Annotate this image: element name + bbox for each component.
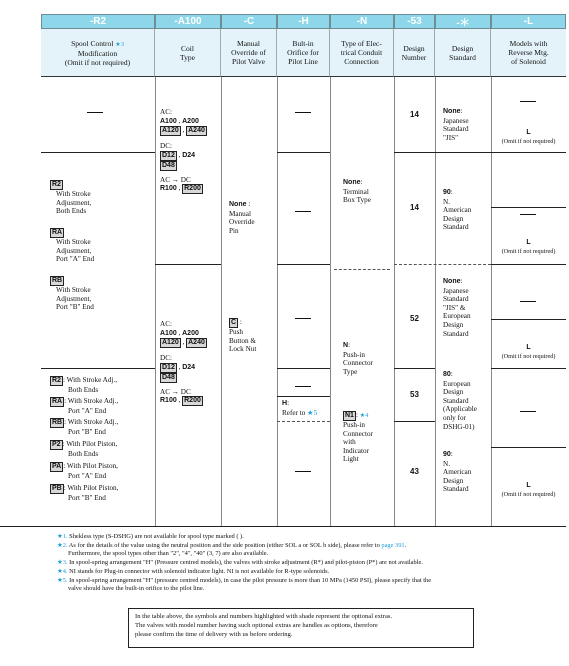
standard-none-jis: None: Japanese Standard "JIS"	[443, 107, 469, 142]
page-link[interactable]: page 391	[381, 542, 405, 549]
spool-option-ra-short: RA : With Stroke Adj., Port "A" End	[52, 397, 119, 415]
col-label-spool: Spool Control ★3 Modification (Omit if not required)	[41, 29, 155, 77]
none-dash	[295, 107, 311, 116]
spool-option-rb-short: RB : With Stroke Adj., Port "B" End	[52, 418, 119, 436]
grid-line	[491, 368, 566, 369]
col-header-standard: -＊	[435, 14, 491, 29]
note-2: ★2. As for the details of the value using the neutral position and the side position (either SOL a or SOL b side), please refer to page 391.	[57, 542, 407, 549]
grid-line	[330, 77, 331, 526]
grid-line	[41, 368, 155, 369]
design-number: 52	[410, 314, 419, 323]
col-header-coil: -A100	[155, 14, 221, 29]
spool-option-r2: R2 With Stroke Adjustment, Both Ends	[52, 181, 92, 216]
reverse-l: L (Omit if not required)	[501, 239, 556, 255]
grid-line	[491, 264, 566, 265]
col-header-override: -C	[221, 14, 277, 29]
none-dash	[295, 313, 311, 322]
note-5: ★5. In spool-spring arrangement "H" (pressure centred models), in case the pilot pressure is more than 10 MPa (1450 PSI), please specify that the	[57, 577, 432, 584]
col-header-reverse: -L	[491, 14, 566, 29]
grid-line	[491, 207, 566, 208]
coil-group-1: AC: A100 , A200 A120 , A240 DC: D12 , D24 D48 AC → DC R100 , R200	[160, 108, 205, 193]
conduit-n1: N1 : ★4 Push-in Connector with Indicator Light	[343, 411, 373, 464]
grid-line	[41, 152, 155, 153]
none-dash	[520, 209, 536, 218]
grid-line	[394, 368, 435, 369]
col-label-standard: Design Standard	[435, 29, 491, 77]
orifice-h: H: Refer to ★5	[282, 399, 318, 417]
override-none: None : Manual Override Pin	[229, 200, 255, 235]
col-label-reverse: Models with Reverse Mtg. of Solenoid	[491, 29, 566, 77]
coil-group-2: AC: A100 , A200 A120 , A240 DC: D12 , D24 D48 AC → DC R100 , R200	[160, 320, 205, 405]
conduit-none: None: Terminal Box Type	[343, 178, 371, 205]
design-number: 14	[410, 110, 419, 119]
reverse-l: L (Omit if not required)	[501, 344, 556, 360]
col-label-coil: Coil Type	[155, 29, 221, 77]
col-label-design-number: Design Number	[394, 29, 435, 77]
col-header-conduit: -N	[330, 14, 394, 29]
spool-option-ra: RA With Stroke Adjustment, Port "A" End	[52, 229, 95, 264]
none-dash	[87, 107, 103, 116]
note-1: ★1. Shekless type (S-DSHG) are not available for spool type marked ( ).	[57, 533, 244, 540]
grid-line	[221, 77, 222, 526]
grid-line	[277, 264, 330, 265]
grid-line	[277, 77, 278, 526]
reverse-l: L (Omit if not required)	[501, 482, 556, 498]
none-dash	[295, 206, 311, 215]
note-3: ★3. In spool-spring arrangement "H" (Pressure centred models), the valves with stroke adjustment (R*) and pilot-piston (P*) are not available.	[57, 559, 423, 566]
override-c: C : Push Button & Lock Nut	[229, 318, 257, 354]
standard-90: 90: N. American Design Standard	[443, 188, 472, 232]
design-number: 53	[410, 390, 419, 399]
spool-option-pa: PA : With Pilot Piston, Port "A" End	[52, 462, 118, 480]
spool-option-r2-short: R2 : With Stroke Adj., Both Ends	[52, 376, 118, 394]
note-2-cont: Furthermore, the spool types other than "2", "4", "40" (3, 7) are also available.	[68, 550, 269, 557]
col-header-spool: -R2	[41, 14, 155, 29]
grid-line	[394, 77, 395, 526]
none-dash	[295, 466, 311, 475]
none-dash	[295, 381, 311, 390]
grid-line	[155, 77, 156, 526]
note-4: ★4. NI stands for Plug-in connector with solenoid indicator light. NI is not available for R-type solenoids.	[57, 568, 330, 575]
grid-line	[277, 396, 330, 397]
optional-extras-box: In the table above, the symbols and numbers highlighted with shade represent the optional extras. The valves with model number having such optional extras are handles as options, therefore please confirm the time of delivery with us before ordering.	[128, 608, 474, 648]
col-label-orifice: Bult-in Orifice for Pilot Line	[277, 29, 330, 77]
reverse-l: L (Omit if not required)	[501, 129, 556, 145]
grid-dash	[334, 269, 390, 270]
col-header-orifice: -H	[277, 14, 330, 29]
col-label-conduit: Type of Elec- trical Conduit Connection	[330, 29, 394, 77]
design-number: 43	[410, 467, 419, 476]
spool-option-pb: PB : With Pilot Piston, Port "B" End	[52, 484, 119, 502]
none-dash	[520, 296, 536, 305]
col-label-override: Manual Override of Pilot Valve	[221, 29, 277, 77]
spool-option-rb: RB With Stroke Adjustment, Port "B" End	[52, 277, 94, 312]
conduit-n: N: Push-in Connector Type	[343, 341, 373, 376]
spool-option-p2: P2 : With Pilot Piston, Both Ends	[52, 440, 118, 458]
grid-line	[491, 319, 566, 320]
table-bottom-line	[0, 526, 566, 527]
col-header-design-number: -53	[394, 14, 435, 29]
grid-line	[394, 152, 566, 153]
grid-line	[277, 368, 330, 369]
none-dash	[520, 406, 536, 415]
grid-line	[155, 264, 221, 265]
grid-line	[435, 77, 436, 526]
standard-none-jis-eu: None: Japanese Standard "JIS" & European Design Standard	[443, 277, 471, 338]
standard-90-b: 90: N. American Design Standard	[443, 450, 472, 494]
standard-80: 80: European Design Standard (Applicable only for DSHG-01)	[443, 370, 477, 431]
grid-dash	[277, 421, 330, 422]
grid-line	[394, 421, 435, 422]
grid-line	[491, 447, 566, 448]
design-number: 14	[410, 203, 419, 212]
grid-dash	[394, 264, 491, 265]
grid-line	[277, 152, 330, 153]
none-dash	[520, 96, 536, 105]
note-5-cont: valve should have the built-in orifice to the pilot line.	[68, 585, 205, 592]
